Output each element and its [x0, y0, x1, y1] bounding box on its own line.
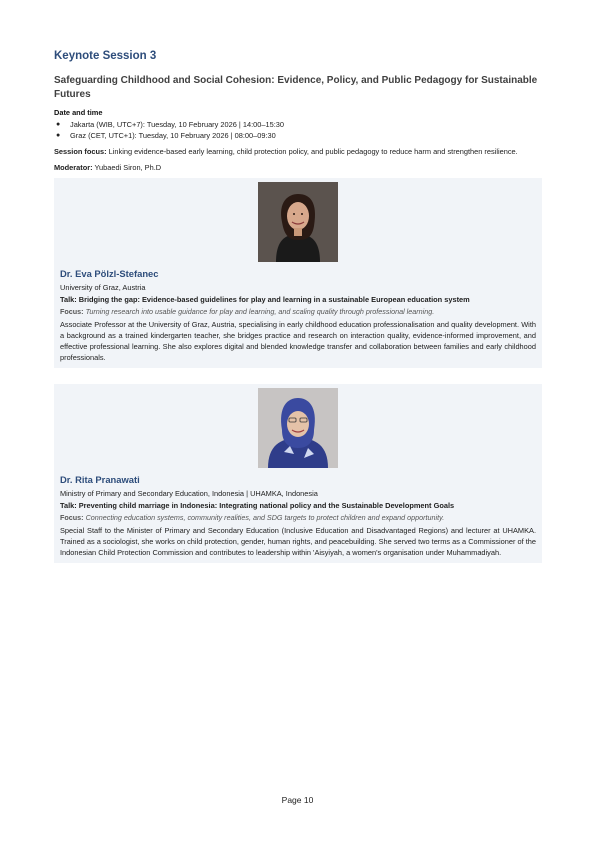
speaker-card-eva: [54, 178, 542, 368]
speaker-focus: [60, 306, 536, 317]
speaker-portrait-image: [258, 388, 338, 468]
speaker-bio: Associate Professor at the University of Graz, Austria, specialising in early childhood education professionalisation and quality development. With a background as a trained kindergarten teacher, she bridges practice and research on interaction quality, evidence-informed improvement, and effective professional learning. She also explores digital and blended knowledge transfer and collaboration between families and early childhood professionals.: [60, 320, 536, 362]
speaker-card-rita: [54, 384, 542, 563]
speaker-bio: Special Staff to the Minister of Primary and Secondary Education (Inclusive Education and Disadvantaged Regions) and lecturer at UHAMKA. Trained as a sociologist, she works on child protection, gender, human rights, and peacebuilding. She served two terms as a Commissioner of the Indonesian Child Protection Commission and contributes to leadership within 'Aisyiyah, a women's organisation under Muhammadiyah.: [60, 526, 536, 557]
moderator-label: Moderator:: [54, 163, 93, 172]
moderator-name: Yubaedi Siron, Ph.D: [94, 163, 162, 172]
session-title: Keynote Session 3: [54, 50, 157, 62]
date-label: Date and time: [54, 108, 103, 117]
time-item: ● Jakarta (WIB, UTC+7): Tuesday, 10 February 2026 | 14:00–15:30: [56, 120, 284, 129]
session-focus: [54, 146, 542, 157]
bullet-icon: ●: [56, 121, 61, 128]
session-focus-text: Linking evidence-based early learning, child protection policy, and public pedagogy to reduce harm and strengthen resilience.: [108, 147, 518, 156]
speaker-focus-text: Connecting education systems, community realities, and SDG targets to protect children and expand opportunity.: [85, 513, 445, 522]
bullet-icon: ●: [56, 132, 61, 139]
speaker-name: Dr. Rita Pranawati: [60, 474, 140, 485]
speaker-name: Dr. Eva Pölzl-Stefanec: [60, 268, 159, 279]
speaker-talk: Talk: Bridging the gap: Evidence-based guidelines for play and learning in a sustainable European education system: [60, 295, 470, 304]
speaker-portrait-image: [258, 182, 338, 262]
speaker-focus: [60, 512, 536, 523]
speaker-photo: [258, 388, 338, 468]
speaker-affiliation: University of Graz, Austria: [60, 283, 146, 292]
speaker-focus-label: Focus:: [60, 513, 84, 522]
session-focus-label: Session focus:: [54, 147, 107, 156]
page-content: [54, 50, 542, 579]
time-list: [54, 119, 542, 141]
speaker-photo: [258, 182, 338, 262]
moderator: [54, 162, 542, 173]
speaker-focus-text: Turning research into usable guidance for play and learning, and scaling quality through professional learning.: [85, 307, 435, 316]
time-item: ● Graz (CET, UTC+1): Tuesday, 10 February 2026 | 08:00–09:30: [56, 131, 276, 140]
speaker-focus-label: Focus:: [60, 307, 84, 316]
page-number: Page 10: [281, 795, 314, 805]
speaker-talk: Talk: Preventing child marriage in Indonesia: Integrating national policy and the Sustainable Development Goals: [60, 501, 455, 510]
speaker-affiliation: Ministry of Primary and Secondary Education, Indonesia | UHAMKA, Indonesia: [60, 489, 318, 498]
session-heading: Safeguarding Childhood and Social Cohesion: Evidence, Policy, and Public Pedagogy for Sustainable Futures: [54, 75, 538, 100]
